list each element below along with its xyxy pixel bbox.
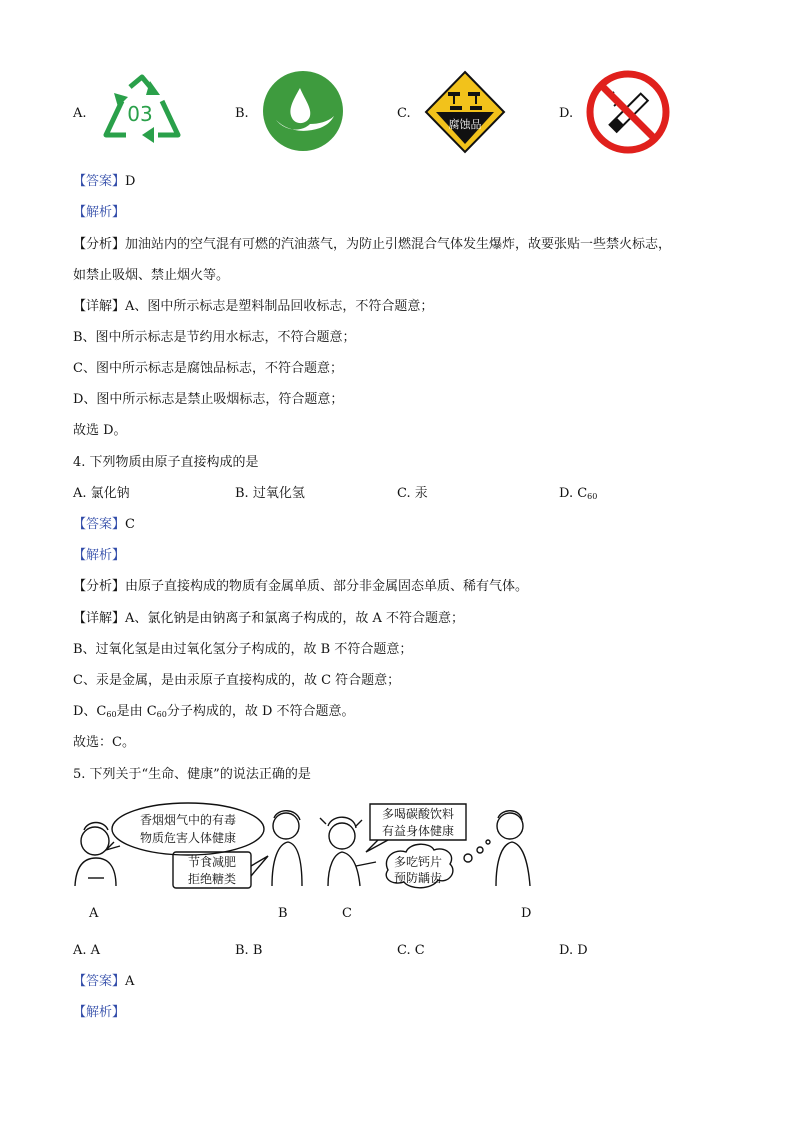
q4-conclusion: 故选：C。 — [73, 735, 135, 750]
q5-analysis-tag: 【解析】 — [73, 1005, 126, 1020]
bubble-a — [112, 803, 264, 855]
q3-xiangjie-b: B、图中所示标志是节约用水标志，不符合题意； — [73, 330, 356, 345]
bubble-d-line1: 多吃钙片 — [393, 855, 443, 869]
q3-option-b-label: B. — [235, 106, 249, 121]
q4-option-b: B. 过氧化氢 — [235, 486, 305, 501]
q4-option-c: C. 汞 — [397, 486, 428, 501]
q4-answer: 【答案】C — [73, 517, 135, 532]
q3-answer: 【答案】D — [73, 174, 136, 189]
q5-stem: 5. 下列关于“生命、健康”的说法正确的是 — [73, 767, 311, 782]
q5-option-a: A. A — [73, 943, 101, 958]
person-d-head — [497, 813, 523, 839]
corrosive-label: 腐蚀品 — [448, 118, 482, 131]
q5-cartoon — [70, 796, 545, 898]
q5-caption-c: C — [342, 906, 352, 921]
q3-fenxi-1: 【分析】加油站内的空气混有可燃的汽油蒸气，为防止引燃混合气体发生爆炸，故要张贴一些禁火标志， — [73, 237, 672, 252]
water-saving-icon — [262, 70, 344, 152]
person-b-head — [273, 813, 299, 839]
person-c-head — [329, 823, 355, 849]
q5-option-c: C. C — [397, 943, 425, 958]
q3-option-a-label: A. — [73, 106, 87, 121]
q5-caption-b: B — [278, 906, 288, 921]
q3-xiangjie-c: C、图中所示标志是腐蚀品标志，不符合题意； — [73, 361, 343, 376]
q3-option-c-label: C. — [397, 106, 411, 121]
bubble-b-line1: 节食减肥 — [187, 855, 237, 869]
q5-caption-d: D — [521, 906, 532, 921]
q5-option-d: D. D — [559, 943, 588, 958]
person-a-body — [75, 858, 116, 886]
q3-xiangjie-a: 【详解】A、图中所示标志是塑料制品回收标志，不符合题意； — [73, 299, 434, 314]
bubble-d-line2: 预防龋齿 — [393, 871, 443, 885]
q4-fenxi: 【分析】由原子直接构成的物质有金属单质、部分非金属固态单质、稀有气体。 — [73, 579, 529, 594]
q4-xiangjie-b: B、过氧化氢是由过氧化氢分子构成的，故 B 不符合题意； — [73, 642, 413, 657]
recycle-icon — [100, 73, 184, 151]
q4-xiangjie-d: D、$C_{60}$是由 $C_{60}$分子构成的，故 D 不符合题意。 — [73, 704, 355, 719]
q5-caption-a: A — [89, 906, 99, 921]
bubble-b-line2: 拒绝糖类 — [187, 872, 237, 886]
recycle-code: 03 — [127, 102, 153, 126]
bubble-c-line1: 多喝碳酸饮料 — [381, 807, 455, 821]
q4-xiangjie-a: 【详解】A、氯化钠是由钠离子和氯离子构成的，故 A 不符合题意； — [73, 611, 465, 626]
q3-option-d-label: D. — [559, 106, 574, 121]
q4-option-a: A. 氯化钠 — [73, 486, 130, 501]
person-c-body — [328, 852, 360, 886]
q5-answer: 【答案】A — [73, 974, 135, 989]
no-smoking-icon — [586, 70, 670, 154]
corrosive-icon — [424, 70, 506, 154]
bubble-c-line2: 有益身体健康 — [381, 824, 455, 838]
q5-option-b: B. B — [235, 943, 263, 958]
person-d-body — [496, 842, 530, 886]
bubble-a-line2: 物质危害人体健康 — [139, 831, 237, 845]
q4-stem: 4. 下列物质由原子直接构成的是 — [73, 455, 259, 470]
q3-xiangjie-d: D、图中所示标志是禁止吸烟标志，符合题意； — [73, 392, 344, 407]
q3-conclusion: 故选 D。 — [73, 423, 127, 438]
q4-option-d: D. $C_{60}$ — [559, 486, 598, 501]
q4-analysis-tag: 【解析】 — [73, 548, 126, 563]
q4-xiangjie-c: C、汞是金属，是由汞原子直接构成的，故 C 符合题意； — [73, 673, 401, 688]
bubble-a-line1: 香烟烟气中的有毒 — [139, 813, 237, 827]
q3-analysis-tag: 【解析】 — [73, 205, 126, 220]
q3-fenxi-2: 如禁止吸烟、禁止烟火等。 — [73, 268, 230, 283]
person-b-body — [272, 842, 302, 886]
